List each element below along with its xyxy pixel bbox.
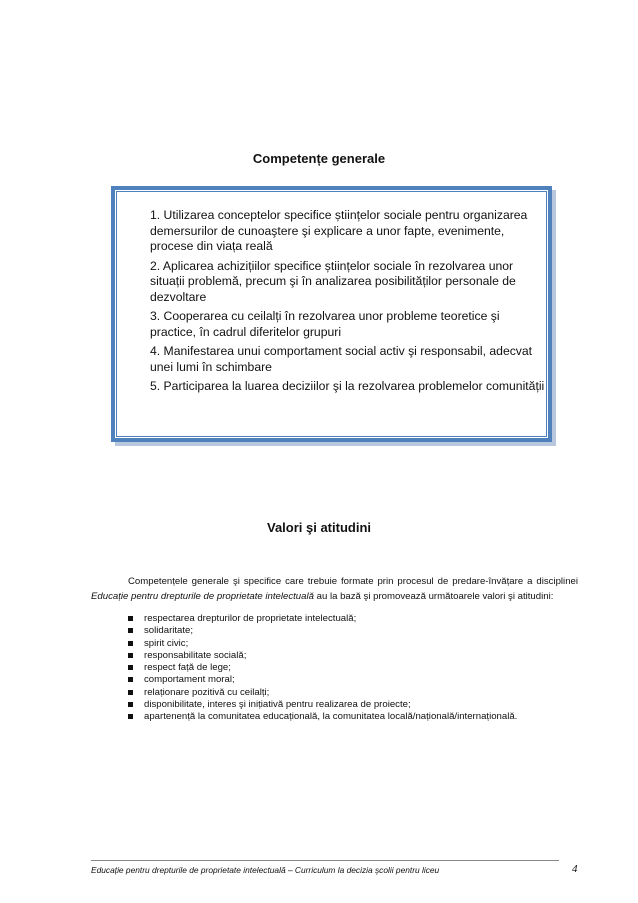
valoare-item (128, 674, 517, 686)
valoare-text: comportament moral; (144, 674, 235, 686)
valoare-text: respect față de lege; (144, 662, 231, 674)
square-bullet-icon (128, 641, 133, 646)
square-bullet-icon (128, 665, 133, 670)
valoare-text: solidaritate; (144, 625, 194, 637)
square-bullet-icon (128, 690, 133, 695)
square-bullet-icon (128, 714, 133, 719)
valoare-item (128, 650, 517, 662)
competenta-item-3: 3. Cooperarea cu ceilalți în rezolvarea unor probleme teoretice şi practice, în cadrul diferitelor grupuri (150, 309, 500, 339)
valori-list (128, 613, 517, 724)
valoare-item (128, 687, 517, 699)
footer-divider (91, 860, 559, 861)
competenta-item-1: 1. Utilizarea conceptelor specifice științelor sociale pentru organizarea demersurilor de cunoaştere şi explicare a unor fapte, evenimente, procese din viața reală (150, 208, 528, 253)
valoare-text: responsabilitate socială; (144, 649, 247, 661)
competenta-item-4: 4. Manifestarea unui comportament social activ şi responsabil, adecvat unei lumi în schimbare (150, 344, 533, 374)
square-bullet-icon (128, 616, 133, 621)
valoare-text: relaționare pozitivă cu ceilalți; (144, 686, 270, 698)
valoare-item (128, 625, 517, 637)
valoare-item (128, 711, 517, 723)
intro-text-after: au la bază şi promovează următoarele valori şi atitudini: (313, 590, 554, 602)
competente-list (150, 208, 545, 399)
valori-intro-paragraph (91, 574, 578, 604)
competenta-item-5: 5. Participarea la luarea deciziilor şi la rezolvarea problemelor comunității (150, 379, 545, 393)
valoare-item (128, 638, 517, 650)
intro-subject-italic: Educație pentru drepturile de proprietate intelectuală (91, 590, 314, 602)
competenta-item-2: 2. Aplicarea achizițiilor specifice științelor sociale în rezolvarea unor situații problemă, precum şi în analizarea posibilităților personale de dezvoltare (150, 258, 516, 304)
square-bullet-icon (128, 677, 133, 682)
valoare-text: spirit civic; (144, 637, 189, 649)
square-bullet-icon (128, 653, 133, 658)
valoare-item (128, 613, 517, 625)
competente-heading: Competențe generale (252, 151, 386, 166)
intro-text-before: Competențele generale şi specifice care trebuie formate prin procesul de predare-învățare a disciplinei (128, 575, 578, 587)
square-bullet-icon (128, 702, 133, 707)
valoare-text: disponibilitate, interes şi inițiativă pentru realizarea de proiecte; (144, 699, 411, 711)
valoare-item (128, 662, 517, 674)
page-number: 4 (572, 863, 578, 875)
valoare-item (128, 699, 517, 711)
valoare-text: apartenență la comunitatea educațională, la comunitatea locală/națională/internațională. (144, 711, 518, 723)
square-bullet-icon (128, 628, 133, 633)
valori-heading: Valori şi atitudini (266, 520, 372, 535)
footer-text: Educație pentru drepturile de proprietate intelectuală – Curriculum la decizia şcolii pentru liceu (91, 865, 440, 875)
valoare-text: respectarea drepturilor de proprietate intelectuală; (144, 613, 357, 624)
